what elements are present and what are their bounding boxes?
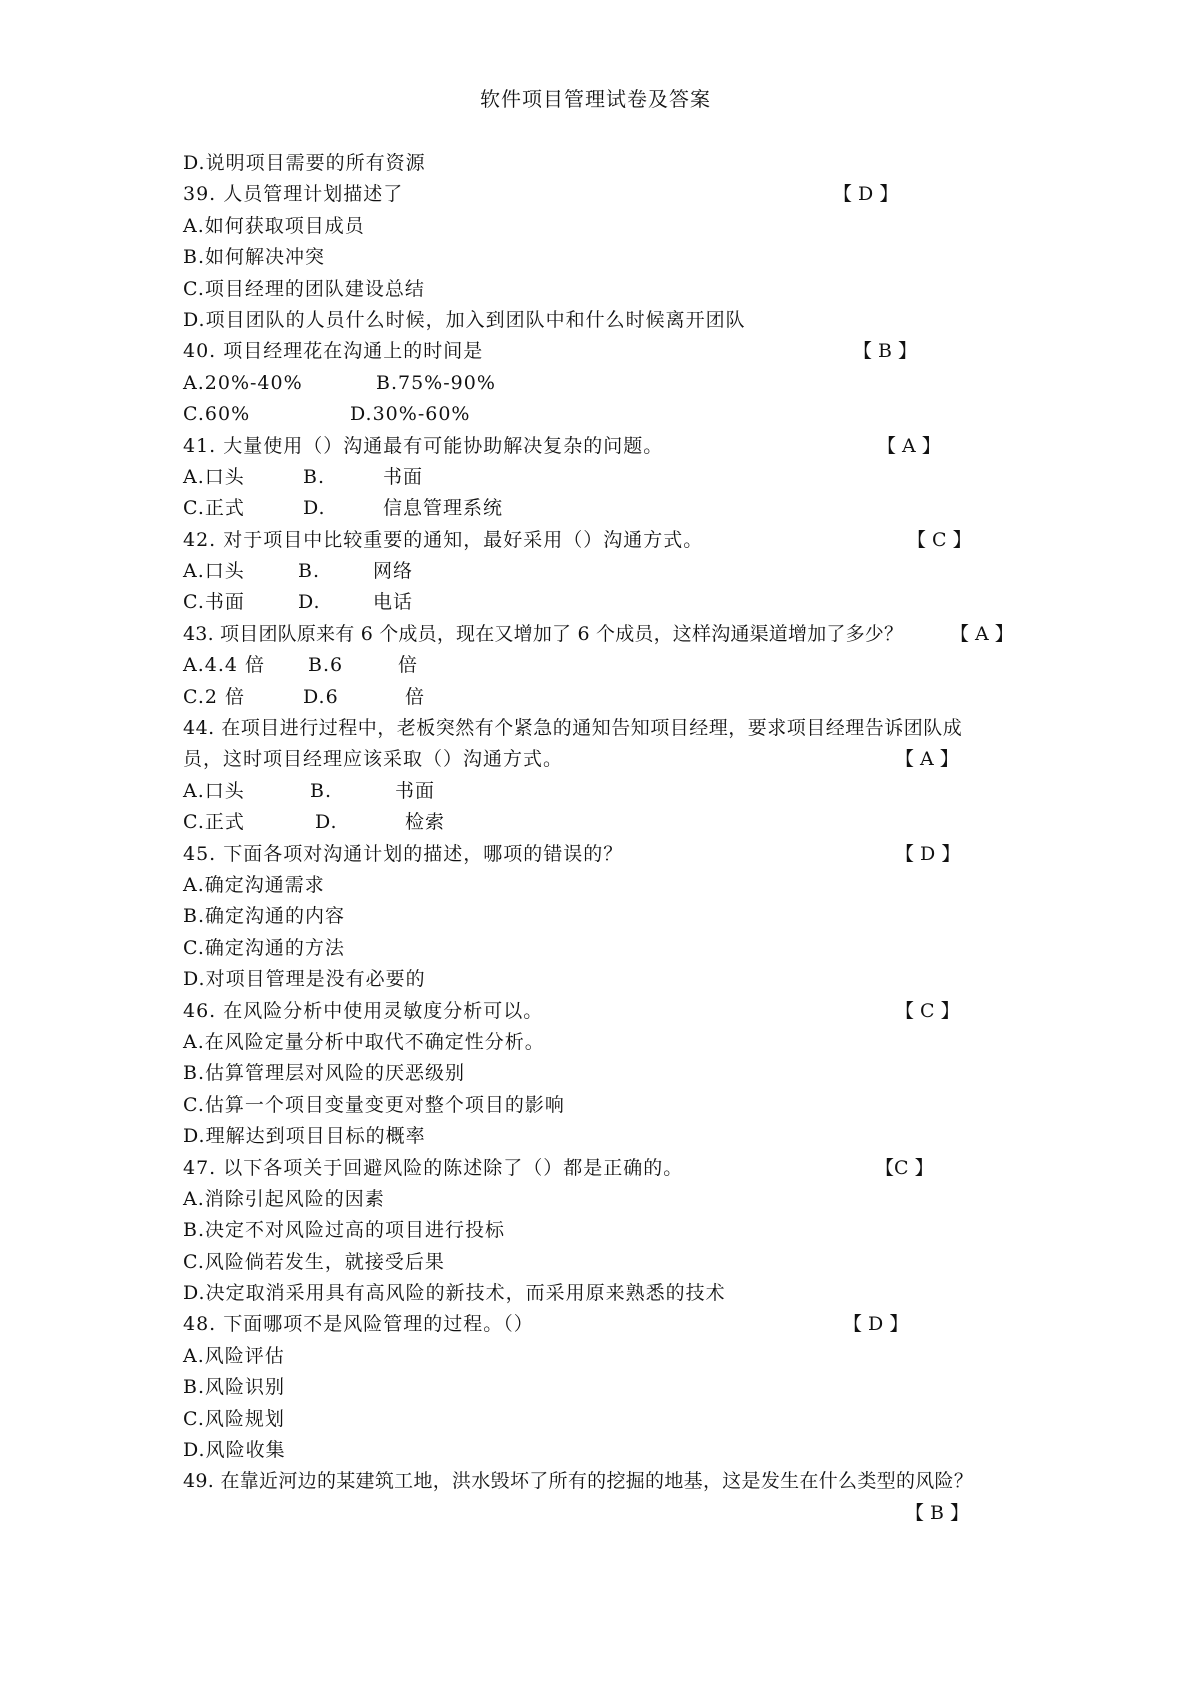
option-row bbox=[183, 493, 1033, 524]
question-text: 49. 在靠近河边的某建筑工地，洪水毁坏了所有的挖掘的地基，这是发生在什么类型的风险？ bbox=[183, 1470, 974, 1493]
option-line bbox=[183, 211, 1033, 242]
option-d: D.30%-60% bbox=[350, 403, 471, 426]
option-d: D.6 bbox=[303, 685, 339, 708]
option-c: C.60% bbox=[183, 403, 251, 426]
answer-bracket: 【C 】 bbox=[875, 1156, 934, 1179]
question-text: 41. 大量使用（）沟通最有可能协助解决复杂的问题。 bbox=[183, 434, 664, 457]
line-text: A.确定沟通需求 bbox=[183, 873, 325, 896]
answer-bracket: 【 A 】 bbox=[950, 622, 1014, 645]
option-row bbox=[183, 682, 1033, 713]
option-c: C.正式 bbox=[183, 811, 245, 834]
option-line bbox=[183, 1278, 1033, 1309]
option-line bbox=[183, 1215, 1033, 1246]
question-line bbox=[183, 336, 1033, 367]
option-line bbox=[183, 242, 1033, 273]
line-text: A.风险评估 bbox=[183, 1344, 285, 1367]
option-d: D. bbox=[315, 811, 338, 834]
option-d-text: 信息管理系统 bbox=[383, 497, 504, 520]
option-row bbox=[183, 587, 1033, 618]
line-text: A.在风险定量分析中取代不确定性分析。 bbox=[183, 1030, 545, 1053]
option-line bbox=[183, 964, 1033, 995]
option-line bbox=[183, 1184, 1033, 1215]
line-text: D.说明项目需要的所有资源 bbox=[183, 152, 426, 174]
option-line bbox=[183, 1435, 1033, 1466]
question-text: 47. 以下各项关于回避风险的陈述除了（）都是正确的。 bbox=[183, 1156, 684, 1179]
line-text: A.如何获取项目成员 bbox=[183, 214, 365, 237]
answer-bracket: 【 C 】 bbox=[907, 528, 972, 551]
answer-bracket: 【 B 】 bbox=[853, 340, 918, 363]
option-c: C.书面 bbox=[183, 591, 245, 614]
line-text: C.风险规划 bbox=[183, 1407, 285, 1430]
option-a: A.4.4 倍 bbox=[183, 654, 266, 677]
option-c: C.正式 bbox=[183, 497, 245, 520]
question-text: 48. 下面哪项不是风险管理的过程。（） bbox=[183, 1313, 534, 1336]
option-a: A.20%-40% bbox=[183, 371, 303, 394]
option-line bbox=[183, 305, 1033, 336]
question-line bbox=[183, 525, 1033, 556]
line-text: B.决定不对风险过高的项目进行投标 bbox=[183, 1219, 506, 1242]
option-b-text: 书面 bbox=[383, 465, 424, 488]
option-a: A.口头 bbox=[183, 465, 245, 488]
option-b-text: 书面 bbox=[395, 779, 436, 802]
option-c: C.2 倍 bbox=[183, 685, 246, 708]
option-line bbox=[183, 1090, 1033, 1121]
option-b: B. bbox=[298, 560, 321, 583]
option-line bbox=[183, 870, 1033, 901]
question-line bbox=[183, 179, 1033, 210]
line-text: B.风险识别 bbox=[183, 1376, 286, 1399]
option-a: A.口头 bbox=[183, 560, 245, 583]
question-text: 43. 项目团队原来有 6 个成员，现在又增加了 6 个成员，这样沟通渠道增加了多少？ bbox=[183, 622, 904, 645]
answer-bracket: 【 D 】 bbox=[843, 1313, 909, 1336]
line-text: B.估算管理层对风险的厌恶级别 bbox=[183, 1062, 466, 1085]
option-line bbox=[183, 1372, 1033, 1403]
question-line bbox=[183, 1153, 1033, 1184]
option-b-text: 网络 bbox=[373, 560, 414, 583]
option-d: D. bbox=[298, 591, 321, 614]
option-b-text: 倍 bbox=[398, 654, 419, 677]
option-d-text: 倍 bbox=[405, 685, 426, 708]
question-line bbox=[183, 619, 1033, 650]
answer-bracket: 【 C 】 bbox=[895, 999, 960, 1022]
option-b: B.75%-90% bbox=[376, 371, 496, 394]
line-text: C.确定沟通的方法 bbox=[183, 936, 345, 959]
option-row bbox=[183, 556, 1033, 587]
line-text: C.风险倘若发生，就接受后果 bbox=[183, 1250, 445, 1273]
option-line bbox=[183, 933, 1033, 964]
line-text: B.如何解决冲突 bbox=[183, 246, 326, 269]
question-text: 45. 下面各项对沟通计划的描述，哪项的错误的？ bbox=[183, 842, 624, 865]
option-row bbox=[183, 776, 1033, 807]
option-line bbox=[183, 1341, 1033, 1372]
line-text: A.消除引起风险的因素 bbox=[183, 1187, 385, 1210]
question-line bbox=[183, 996, 1033, 1027]
option-line bbox=[183, 148, 1033, 179]
line-text: D.决定取消采用具有高风险的新技术，而采用原来熟悉的技术 bbox=[183, 1282, 726, 1305]
option-line bbox=[183, 1058, 1033, 1089]
question-line bbox=[183, 839, 1033, 870]
option-d-text: 检索 bbox=[405, 811, 446, 834]
line-text: B.确定沟通的内容 bbox=[183, 905, 346, 928]
answer-bracket: 【 A 】 bbox=[895, 748, 959, 771]
option-row bbox=[183, 368, 1033, 399]
question-text: 44. 在项目进行过程中，老板突然有个紧急的通知告知项目经理，要求项目经理告诉团队成 bbox=[183, 717, 963, 740]
line-text: D.风险收集 bbox=[183, 1439, 286, 1462]
option-line bbox=[183, 1404, 1033, 1435]
option-b: B.6 bbox=[308, 654, 344, 677]
option-b: B. bbox=[310, 779, 333, 802]
question-line bbox=[183, 1309, 1033, 1340]
option-row bbox=[183, 650, 1033, 681]
option-d: D. bbox=[303, 497, 326, 520]
answer-line bbox=[183, 1498, 1033, 1529]
question-line bbox=[183, 744, 1033, 775]
question-text: 39. 人员管理计划描述了 bbox=[183, 183, 404, 206]
line-text: D.项目团队的人员什么时候，加入到团队中和什么时候离开团队 bbox=[183, 308, 746, 331]
answer-bracket: 【 B 】 bbox=[905, 1501, 970, 1524]
question-line bbox=[183, 713, 1033, 744]
option-line bbox=[183, 901, 1033, 932]
option-line bbox=[183, 1247, 1033, 1278]
option-a: A.口头 bbox=[183, 779, 245, 802]
page-title: 软件项目管理试卷及答案 bbox=[480, 87, 711, 111]
answer-bracket: 【 A 】 bbox=[877, 434, 941, 457]
question-line bbox=[183, 431, 1033, 462]
option-line bbox=[183, 1121, 1033, 1152]
option-row bbox=[183, 462, 1033, 493]
answer-bracket: 【 D 】 bbox=[895, 842, 961, 865]
question-line bbox=[183, 1466, 1033, 1497]
option-row bbox=[183, 807, 1033, 838]
question-text: 员，这时项目经理应该采取（）沟通方式。 bbox=[183, 748, 564, 771]
question-text: 42. 对于项目中比较重要的通知，最好采用（）沟通方式。 bbox=[183, 528, 704, 551]
line-text: D.对项目管理是没有必要的 bbox=[183, 968, 426, 991]
option-d-text: 电话 bbox=[373, 591, 414, 614]
line-text: D.理解达到项目目标的概率 bbox=[183, 1125, 426, 1148]
answer-bracket: 【 D 】 bbox=[833, 183, 899, 206]
line-text: C.估算一个项目变量变更对整个项目的影响 bbox=[183, 1093, 565, 1116]
option-row bbox=[183, 399, 1033, 430]
option-line bbox=[183, 274, 1033, 305]
question-text: 46. 在风险分析中使用灵敏度分析可以。 bbox=[183, 999, 544, 1022]
line-text: C.项目经理的团队建设总结 bbox=[183, 277, 425, 300]
option-b: B. bbox=[303, 465, 326, 488]
question-list bbox=[183, 148, 1033, 1529]
option-line bbox=[183, 1027, 1033, 1058]
question-text: 40. 项目经理花在沟通上的时间是 bbox=[183, 340, 484, 363]
